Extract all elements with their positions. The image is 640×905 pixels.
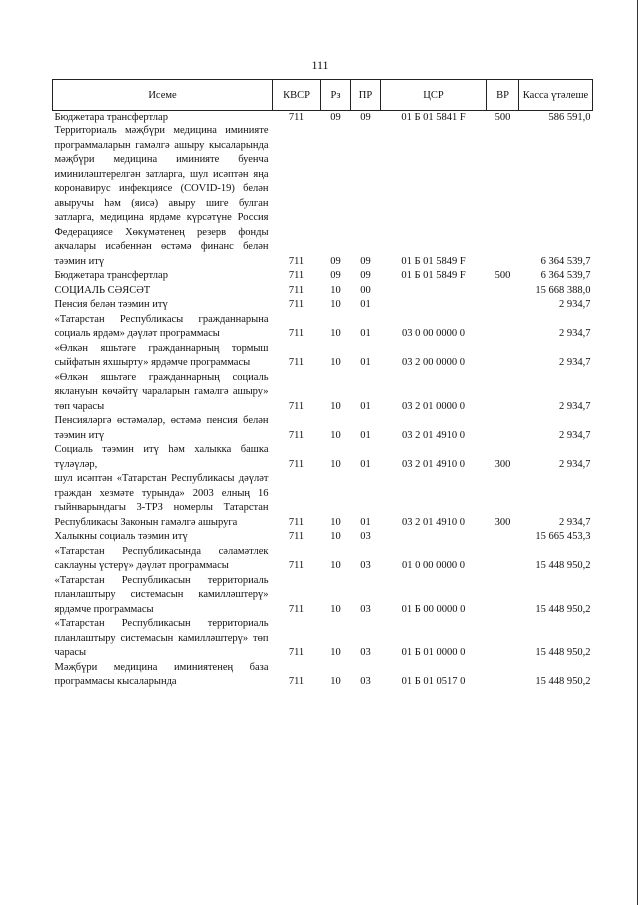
cell-kvsr: 711 — [288, 647, 305, 658]
cell-amount: 15 448 950,2 — [535, 647, 591, 658]
cell-amount: 2 934,7 — [559, 299, 591, 310]
cell-kvsr: 711 — [288, 458, 305, 470]
cell-kvsr: 711 — [288, 255, 305, 267]
table-row — [53, 269, 593, 284]
cell-rz: 10 — [330, 284, 341, 296]
cell-kvsr: 711 — [288, 516, 305, 528]
col-header-pr: ПР — [351, 80, 381, 111]
cell-csr: 01 Б 01 0517 0 — [401, 676, 466, 687]
cell-name: Бюджетара трансфертлар — [54, 112, 168, 123]
table-header-row — [53, 80, 593, 111]
table-row — [53, 661, 593, 690]
cell-csr: 03 2 01 4910 0 — [402, 429, 465, 441]
cell-csr: 03 2 01 4910 0 — [402, 458, 465, 470]
cell-rz: 10 — [330, 516, 341, 528]
cell-pr: 01 — [360, 429, 371, 441]
col-header-csr: ЦСР — [381, 80, 487, 111]
budget-table — [52, 79, 593, 690]
cell-amount: 586 591,0 — [548, 112, 591, 123]
col-header-kassa: Касса үтәлеше — [519, 80, 593, 111]
cell-rz: 10 — [330, 531, 341, 542]
cell-name: «Өлкән яшьтәге гражданнарның тормыш сыйфатын яхшырту» ярдәмче программасы — [54, 342, 269, 368]
cell-vr — [487, 574, 519, 618]
col-header-kvsr: КВСР — [273, 80, 321, 111]
table-row — [53, 313, 593, 342]
table-row — [53, 617, 593, 661]
cell-pr: 01 — [360, 299, 371, 310]
col-header-rz: Рз — [321, 80, 351, 111]
cell-vr — [487, 313, 519, 342]
cell-csr: 01 0 00 0000 0 — [402, 560, 465, 571]
cell-rz: 09 — [330, 112, 341, 123]
cell-csr: 01 Б 01 5849 F — [401, 270, 466, 281]
cell-rz: 10 — [330, 357, 341, 368]
table-row — [53, 298, 593, 313]
cell-kvsr: 711 — [288, 676, 305, 687]
cell-vr — [487, 530, 519, 545]
cell-vr: 300 — [494, 516, 511, 528]
cell-name: «Татарстан Республикасын территориаль планлаштыру системасын камилләштерү» ярдәмче программасы — [54, 574, 269, 615]
cell-name: Пенсия белән тәэмин итү — [54, 299, 168, 310]
cell-vr: 500 — [494, 112, 511, 123]
cell-amount: 15 448 950,2 — [535, 676, 591, 687]
cell-vr — [487, 342, 519, 371]
cell-csr: 01 Б 01 5849 F — [401, 255, 466, 267]
table-row — [53, 284, 593, 299]
cell-pr: 01 — [360, 328, 371, 339]
cell-pr: 01 — [360, 400, 371, 412]
page-edge-rule — [637, 0, 638, 905]
cell-vr: 300 — [494, 458, 511, 470]
cell-vr — [487, 545, 519, 574]
cell-vr — [487, 284, 519, 299]
cell-kvsr: 711 — [288, 560, 305, 571]
cell-rz: 10 — [330, 429, 341, 441]
cell-rz: 10 — [330, 676, 341, 687]
cell-csr: 03 2 00 0000 0 — [402, 357, 465, 368]
table-row — [53, 111, 593, 125]
cell-csr: 01 Б 01 5841 F — [401, 112, 466, 123]
cell-vr — [487, 371, 519, 415]
cell-vr: 500 — [494, 270, 511, 281]
cell-kvsr: 711 — [288, 400, 305, 412]
cell-vr — [487, 124, 519, 269]
cell-amount: 15 665 453,3 — [535, 531, 591, 542]
table-row — [53, 371, 593, 415]
cell-vr — [487, 617, 519, 661]
cell-rz: 10 — [330, 458, 341, 470]
cell-amount: 2 934,7 — [559, 357, 591, 368]
cell-rz: 09 — [330, 270, 341, 281]
cell-name: Территориаль мәҗбүри медицина иминияте программаларын гамәлгә ашыру кысаларында мәҗбүри медицина иминияте буенча иминиләштерелгән затларга, шул исәптән яңа коронавирус инфекциясе (COVID-19) белән авыручы һәм (яисә) авыру шиге булган затларга, медицина ярдәме күрсәтүне Россия Федерациясе Хөкүмәтенең резерв фонды акчалары исәбеннән өстәмә финанс белән тәэмин итү — [54, 125, 269, 267]
cell-rz: 10 — [330, 603, 341, 615]
cell-csr: 01 Б 01 0000 0 — [401, 647, 466, 658]
cell-name: Социаль тәэмин итү һәм халыкка башка түләүләр, — [54, 444, 269, 470]
cell-name: Бюджетара трансфертлар — [54, 270, 168, 281]
cell-amount: 6 364 539,7 — [540, 270, 591, 281]
cell-vr — [487, 414, 519, 443]
cell-kvsr: 711 — [288, 112, 305, 123]
cell-amount: 6 364 539,7 — [540, 255, 591, 267]
cell-rz: 09 — [330, 255, 341, 267]
cell-rz: 10 — [330, 299, 341, 310]
cell-rz: 10 — [330, 647, 341, 658]
cell-kvsr: 711 — [288, 357, 305, 368]
cell-amount: 15 668 388,0 — [535, 284, 591, 296]
cell-kvsr: 711 — [288, 429, 305, 441]
col-header-name: Исеме — [53, 80, 273, 111]
table-row — [53, 574, 593, 618]
cell-name: «Татарстан Республикасы гражданнарына социаль ярдәм» дәүләт программасы — [54, 313, 269, 339]
cell-name: Халыкны социаль тәэмин итү — [54, 531, 188, 542]
cell-kvsr: 711 — [288, 299, 305, 310]
cell-csr: 03 2 01 0000 0 — [402, 400, 465, 412]
cell-csr: 03 2 01 4910 0 — [402, 516, 465, 528]
cell-kvsr: 711 — [288, 328, 305, 339]
table-row — [53, 342, 593, 371]
cell-pr: 00 — [360, 284, 371, 296]
cell-csr — [381, 530, 487, 545]
cell-amount: 2 934,7 — [559, 328, 591, 339]
col-header-vr: ВР — [487, 80, 519, 111]
cell-name: шул исәптән «Татарстан Республикасы дәүләт граждан хезмәте турында» 2003 елның 16 гыйнварындагы 3-ТРЗ номерлы Татарстан Республикасы Законын гамәлгә ашыруга — [54, 473, 269, 528]
cell-vr — [487, 298, 519, 313]
cell-amount: 2 934,7 — [559, 429, 591, 441]
cell-amount: 2 934,7 — [559, 458, 591, 470]
table-row — [53, 414, 593, 443]
cell-pr: 03 — [360, 647, 371, 658]
cell-amount: 15 448 950,2 — [535, 603, 591, 615]
cell-amount: 2 934,7 — [559, 516, 591, 528]
cell-pr: 01 — [360, 458, 371, 470]
cell-name: СОЦИАЛЬ СӘЯСӘТ — [54, 284, 151, 296]
table-row — [53, 530, 593, 545]
cell-kvsr: 711 — [288, 284, 305, 296]
table-row — [53, 443, 593, 472]
cell-kvsr: 711 — [288, 603, 305, 615]
table-row — [53, 472, 593, 530]
cell-pr: 03 — [360, 603, 371, 615]
cell-vr — [487, 661, 519, 690]
cell-pr: 01 — [360, 516, 371, 528]
cell-pr: 03 — [360, 560, 371, 571]
page-number: 111 — [311, 58, 329, 72]
cell-name: «Татарстан Республикасында сәламәтлек саклауны үстерү» дәүләт программасы — [54, 545, 269, 571]
cell-name: Мәҗбүри медицина иминиятенең база программасы кысаларында — [54, 661, 269, 687]
cell-pr: 09 — [360, 270, 371, 281]
cell-name: Пенсияләргә өстәмәләр, өстәмә пенсия белән тәэмин итү — [54, 415, 269, 441]
cell-csr — [381, 284, 487, 299]
cell-pr: 09 — [360, 255, 371, 267]
cell-pr: 03 — [360, 531, 371, 542]
cell-kvsr: 711 — [288, 531, 305, 542]
cell-amount: 2 934,7 — [559, 400, 591, 412]
cell-pr: 03 — [360, 676, 371, 687]
cell-kvsr: 711 — [288, 270, 305, 281]
cell-rz: 10 — [330, 560, 341, 571]
cell-pr: 09 — [360, 112, 371, 123]
cell-csr: 01 Б 00 0000 0 — [401, 603, 466, 615]
cell-name: «Өлкән яшьтәге гражданнарның социаль яклануын көчәйтү чараларын гамәлгә ашыру» төп чарасы — [54, 371, 269, 412]
cell-csr: 03 0 00 0000 0 — [402, 328, 465, 339]
cell-name: «Татарстан Республикасын территориаль планлаштыру системасын камилләштерү» төп чарасы — [54, 618, 269, 658]
cell-amount: 15 448 950,2 — [535, 560, 591, 571]
table-row — [53, 545, 593, 574]
cell-rz: 10 — [330, 328, 341, 339]
cell-rz: 10 — [330, 400, 341, 412]
cell-pr: 01 — [360, 357, 371, 368]
cell-csr — [381, 298, 487, 313]
table-row — [53, 124, 593, 269]
